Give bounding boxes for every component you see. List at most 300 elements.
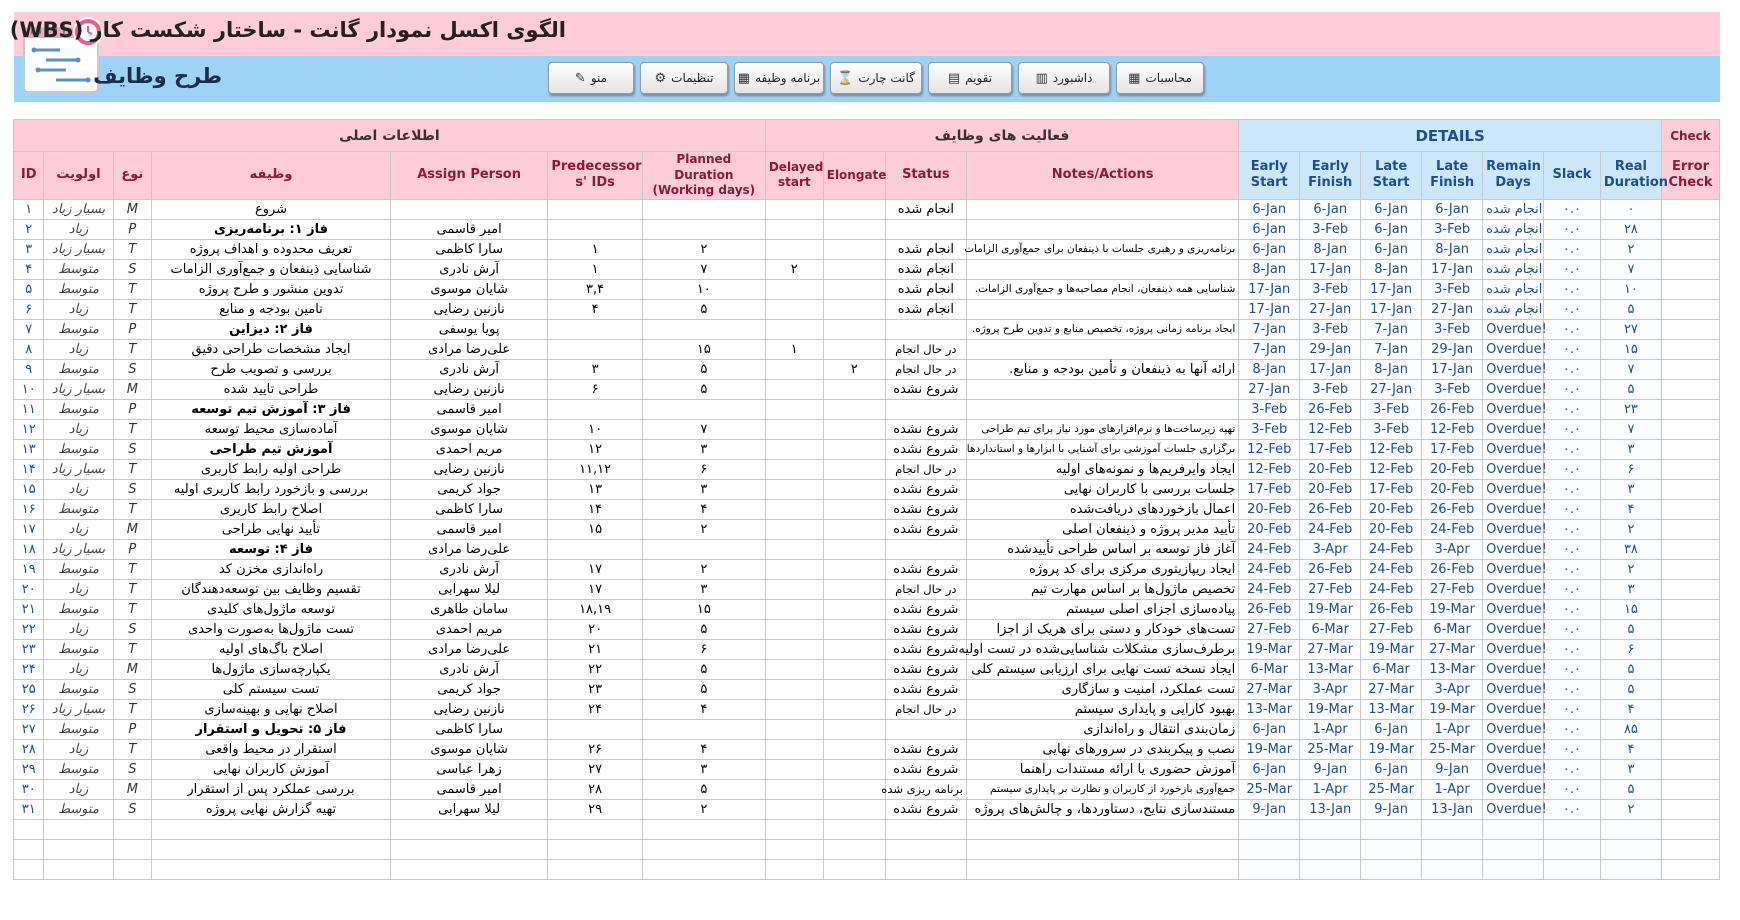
- cell-remain-days[interactable]: Overdue!: [1483, 519, 1544, 539]
- cell-remain-days[interactable]: Overdue!: [1483, 359, 1544, 379]
- cell-slack[interactable]: ۰.۰: [1544, 319, 1601, 339]
- cell-elongate[interactable]: [823, 759, 885, 779]
- cell-priority[interactable]: بسیار زیاد: [44, 379, 113, 399]
- cell-status[interactable]: [885, 219, 966, 239]
- cell-remain-days[interactable]: Overdue!: [1483, 379, 1544, 399]
- empty-cell[interactable]: [390, 839, 547, 859]
- cell-error-check[interactable]: [1661, 579, 1719, 599]
- table-row[interactable]: [14, 659, 1720, 679]
- cell-priority[interactable]: زیاد: [44, 339, 113, 359]
- cell-notes[interactable]: ایجاد نسخه تست نهایی برای ارزیابی سیستم کلی: [966, 659, 1238, 679]
- cell-duration[interactable]: [642, 219, 765, 239]
- cell-remain-days[interactable]: Overdue!: [1483, 719, 1544, 739]
- table-row[interactable]: [14, 579, 1720, 599]
- cell-id[interactable]: ۲۹: [14, 759, 44, 779]
- cell-task[interactable]: توسعه ماژول‌های کلیدی: [152, 599, 391, 619]
- cell-delayed[interactable]: [765, 479, 823, 499]
- empty-cell[interactable]: [44, 819, 113, 839]
- cell-real-duration[interactable]: ۷: [1600, 359, 1661, 379]
- empty-cell[interactable]: [1239, 839, 1300, 859]
- cell-late-finish[interactable]: 13-Jan: [1422, 799, 1483, 819]
- empty-cell[interactable]: [823, 839, 885, 859]
- cell-real-duration[interactable]: ۷: [1600, 419, 1661, 439]
- cell-predecessors[interactable]: ۱۲: [548, 439, 642, 459]
- cell-slack[interactable]: ۰.۰: [1544, 759, 1601, 779]
- cell-early-start[interactable]: 24-Feb: [1239, 539, 1300, 559]
- cell-slack[interactable]: ۰.۰: [1544, 299, 1601, 319]
- cell-duration[interactable]: ۱۵: [642, 599, 765, 619]
- cell-duration[interactable]: [642, 719, 765, 739]
- cell-type[interactable]: M: [113, 199, 152, 219]
- cell-delayed[interactable]: [765, 239, 823, 259]
- empty-cell[interactable]: [823, 859, 885, 879]
- empty-cell[interactable]: [1361, 819, 1422, 839]
- cell-delayed[interactable]: [765, 659, 823, 679]
- cell-status[interactable]: در حال انجام: [885, 579, 966, 599]
- cell-person[interactable]: مریم احمدی: [390, 439, 547, 459]
- cell-type[interactable]: S: [113, 479, 152, 499]
- empty-cell[interactable]: [152, 859, 391, 879]
- cell-real-duration[interactable]: ۲: [1600, 799, 1661, 819]
- cell-late-finish[interactable]: 3-Apr: [1422, 539, 1483, 559]
- cell-priority[interactable]: زیاد: [44, 419, 113, 439]
- cell-remain-days[interactable]: Overdue!: [1483, 739, 1544, 759]
- cell-notes[interactable]: [966, 219, 1238, 239]
- cell-id[interactable]: ۴: [14, 259, 44, 279]
- cell-error-check[interactable]: [1661, 379, 1719, 399]
- cell-person[interactable]: جواد کریمی: [390, 479, 547, 499]
- cell-duration[interactable]: ۵: [642, 379, 765, 399]
- empty-cell[interactable]: [548, 819, 642, 839]
- cell-delayed[interactable]: [765, 459, 823, 479]
- cell-task[interactable]: فاز ۵: تحویل و استقرار: [152, 719, 391, 739]
- cell-elongate[interactable]: [823, 439, 885, 459]
- table-row[interactable]: [14, 699, 1720, 719]
- empty-cell[interactable]: [14, 859, 44, 879]
- cell-slack[interactable]: ۰.۰: [1544, 359, 1601, 379]
- cell-duration[interactable]: ۵: [642, 299, 765, 319]
- cell-real-duration[interactable]: ۴: [1600, 499, 1661, 519]
- cell-early-start[interactable]: 24-Feb: [1239, 579, 1300, 599]
- cell-early-start[interactable]: 27-Feb: [1239, 619, 1300, 639]
- cell-notes[interactable]: جمع‌آوری بازخورد از کاربران و نظارت بر پایداری سیستم: [966, 779, 1238, 799]
- cell-duration[interactable]: ۶: [642, 459, 765, 479]
- cell-person[interactable]: نازنین رضایی: [390, 299, 547, 319]
- cell-elongate[interactable]: [823, 299, 885, 319]
- cell-id[interactable]: ۱۳: [14, 439, 44, 459]
- cell-slack[interactable]: ۰.۰: [1544, 199, 1601, 219]
- cell-slack[interactable]: ۰.۰: [1544, 419, 1601, 439]
- cell-early-start[interactable]: 17-Jan: [1239, 279, 1300, 299]
- cell-real-duration[interactable]: ۵: [1600, 299, 1661, 319]
- cell-late-finish[interactable]: 9-Jan: [1422, 759, 1483, 779]
- cell-late-start[interactable]: 27-Feb: [1361, 619, 1422, 639]
- cell-slack[interactable]: ۰.۰: [1544, 259, 1601, 279]
- cell-real-duration[interactable]: ۳: [1600, 579, 1661, 599]
- cell-person[interactable]: مریم احمدی: [390, 619, 547, 639]
- cell-late-finish[interactable]: 1-Apr: [1422, 719, 1483, 739]
- cell-delayed[interactable]: [765, 539, 823, 559]
- cell-early-finish[interactable]: 27-Jan: [1300, 299, 1361, 319]
- cell-error-check[interactable]: [1661, 419, 1719, 439]
- cell-priority[interactable]: متوسط: [44, 799, 113, 819]
- cell-task[interactable]: آموزش تیم طراحی: [152, 439, 391, 459]
- cell-type[interactable]: P: [113, 319, 152, 339]
- cell-id[interactable]: ۱۰: [14, 379, 44, 399]
- cell-status[interactable]: شروع نشده: [885, 659, 966, 679]
- empty-cell[interactable]: [765, 859, 823, 879]
- cell-task[interactable]: آموزش کاربران نهایی: [152, 759, 391, 779]
- cell-early-finish[interactable]: 13-Jan: [1300, 799, 1361, 819]
- cell-early-finish[interactable]: 3-Feb: [1300, 379, 1361, 399]
- cell-status[interactable]: [885, 399, 966, 419]
- cell-early-start[interactable]: 3-Feb: [1239, 399, 1300, 419]
- empty-cell[interactable]: [44, 839, 113, 859]
- cell-type[interactable]: S: [113, 619, 152, 639]
- cell-elongate[interactable]: [823, 719, 885, 739]
- cell-late-start[interactable]: 25-Mar: [1361, 779, 1422, 799]
- cell-late-finish[interactable]: 20-Feb: [1422, 459, 1483, 479]
- cell-late-finish[interactable]: 19-Mar: [1422, 699, 1483, 719]
- cell-duration[interactable]: ۳: [642, 579, 765, 599]
- cell-delayed[interactable]: [765, 699, 823, 719]
- empty-cell[interactable]: [44, 859, 113, 879]
- cell-late-finish[interactable]: 3-Feb: [1422, 319, 1483, 339]
- cell-late-finish[interactable]: 3-Feb: [1422, 379, 1483, 399]
- cell-elongate[interactable]: [823, 259, 885, 279]
- cell-late-start[interactable]: 24-Feb: [1361, 579, 1422, 599]
- cell-priority[interactable]: زیاد: [44, 579, 113, 599]
- cell-predecessors[interactable]: ۱۸,۱۹: [548, 599, 642, 619]
- cell-elongate[interactable]: [823, 739, 885, 759]
- table-row[interactable]: [14, 719, 1720, 739]
- empty-cell[interactable]: [1544, 819, 1601, 839]
- cell-status[interactable]: شروع نشده: [885, 599, 966, 619]
- table-row[interactable]: [14, 519, 1720, 539]
- cell-notes[interactable]: [966, 259, 1238, 279]
- cell-early-finish[interactable]: 6-Jan: [1300, 199, 1361, 219]
- cell-type[interactable]: M: [113, 659, 152, 679]
- cell-error-check[interactable]: [1661, 519, 1719, 539]
- cell-error-check[interactable]: [1661, 619, 1719, 639]
- cell-early-start[interactable]: 17-Jan: [1239, 299, 1300, 319]
- cell-real-duration[interactable]: ۲: [1600, 519, 1661, 539]
- cell-person[interactable]: امیر قاسمی: [390, 219, 547, 239]
- table-row[interactable]: [14, 739, 1720, 759]
- empty-cell[interactable]: [1300, 819, 1361, 839]
- cell-error-check[interactable]: [1661, 559, 1719, 579]
- cell-duration[interactable]: ۳: [642, 439, 765, 459]
- cell-late-finish[interactable]: 13-Mar: [1422, 659, 1483, 679]
- cell-id[interactable]: ۲۸: [14, 739, 44, 759]
- cell-remain-days[interactable]: Overdue!: [1483, 459, 1544, 479]
- cell-person[interactable]: سامان طاهری: [390, 599, 547, 619]
- cell-priority[interactable]: متوسط: [44, 279, 113, 299]
- empty-cell[interactable]: [113, 819, 152, 839]
- cell-notes[interactable]: [966, 339, 1238, 359]
- empty-row[interactable]: [14, 859, 1720, 879]
- cell-real-duration[interactable]: ۵: [1600, 619, 1661, 639]
- cell-duration[interactable]: [642, 319, 765, 339]
- cell-task[interactable]: فاز ۴: توسعه: [152, 539, 391, 559]
- cell-elongate[interactable]: [823, 199, 885, 219]
- gantt-chart-button[interactable]: ⌛ گانت چارت: [830, 62, 922, 94]
- cell-early-finish[interactable]: 20-Feb: [1300, 479, 1361, 499]
- cell-slack[interactable]: ۰.۰: [1544, 499, 1601, 519]
- cell-notes[interactable]: پیاده‌سازی اجزای اصلی سیستم: [966, 599, 1238, 619]
- cell-status[interactable]: انجام شده: [885, 299, 966, 319]
- cell-type[interactable]: T: [113, 499, 152, 519]
- cell-person[interactable]: سارا کاظمی: [390, 719, 547, 739]
- cell-early-start[interactable]: 9-Jan: [1239, 799, 1300, 819]
- cell-late-start[interactable]: 7-Jan: [1361, 339, 1422, 359]
- table-row[interactable]: [14, 279, 1720, 299]
- cell-delayed[interactable]: ۲: [765, 259, 823, 279]
- cell-error-check[interactable]: [1661, 299, 1719, 319]
- cell-error-check[interactable]: [1661, 639, 1719, 659]
- cell-duration[interactable]: ۴: [642, 499, 765, 519]
- cell-predecessors[interactable]: ۱۷: [548, 559, 642, 579]
- cell-error-check[interactable]: [1661, 799, 1719, 819]
- empty-cell[interactable]: [1239, 859, 1300, 879]
- cell-type[interactable]: P: [113, 399, 152, 419]
- cell-early-finish[interactable]: 3-Feb: [1300, 219, 1361, 239]
- cell-early-start[interactable]: 6-Jan: [1239, 719, 1300, 739]
- cell-early-start[interactable]: 17-Feb: [1239, 479, 1300, 499]
- cell-early-finish[interactable]: 20-Feb: [1300, 459, 1361, 479]
- cell-error-check[interactable]: [1661, 499, 1719, 519]
- cell-duration[interactable]: ۴: [642, 739, 765, 759]
- cell-slack[interactable]: ۰.۰: [1544, 519, 1601, 539]
- cell-priority[interactable]: متوسط: [44, 639, 113, 659]
- table-row[interactable]: [14, 599, 1720, 619]
- cell-predecessors[interactable]: ۲۰: [548, 619, 642, 639]
- cell-elongate[interactable]: [823, 579, 885, 599]
- cell-task[interactable]: شروع: [152, 199, 391, 219]
- cell-task[interactable]: تدوین منشور و طرح پروژه: [152, 279, 391, 299]
- cell-predecessors[interactable]: [548, 219, 642, 239]
- cell-elongate[interactable]: [823, 799, 885, 819]
- cell-elongate[interactable]: [823, 519, 885, 539]
- cell-predecessors[interactable]: ۱۵: [548, 519, 642, 539]
- cell-late-start[interactable]: 6-Jan: [1361, 239, 1422, 259]
- cell-delayed[interactable]: ۱: [765, 339, 823, 359]
- cell-type[interactable]: S: [113, 259, 152, 279]
- cell-status[interactable]: شروع نشده: [885, 519, 966, 539]
- cell-real-duration[interactable]: ۸۵: [1600, 719, 1661, 739]
- cell-id[interactable]: ۱۴: [14, 459, 44, 479]
- cell-late-finish[interactable]: 20-Feb: [1422, 479, 1483, 499]
- cell-elongate[interactable]: [823, 699, 885, 719]
- cell-priority[interactable]: متوسط: [44, 599, 113, 619]
- cell-priority[interactable]: زیاد: [44, 739, 113, 759]
- cell-priority[interactable]: زیاد: [44, 219, 113, 239]
- cell-person[interactable]: آرش نادری: [390, 659, 547, 679]
- cell-notes[interactable]: جلسات بررسی با کاربران نهایی: [966, 479, 1238, 499]
- cell-early-start[interactable]: 6-Mar: [1239, 659, 1300, 679]
- cell-late-finish[interactable]: 26-Feb: [1422, 399, 1483, 419]
- cell-error-check[interactable]: [1661, 599, 1719, 619]
- cell-error-check[interactable]: [1661, 439, 1719, 459]
- cell-predecessors[interactable]: ۲۸: [548, 779, 642, 799]
- cell-type[interactable]: P: [113, 219, 152, 239]
- cell-slack[interactable]: ۰.۰: [1544, 639, 1601, 659]
- cell-late-finish[interactable]: 1-Apr: [1422, 779, 1483, 799]
- cell-person[interactable]: امیر قاسمی: [390, 779, 547, 799]
- cell-late-start[interactable]: 20-Feb: [1361, 499, 1422, 519]
- cell-predecessors[interactable]: [548, 539, 642, 559]
- cell-predecessors[interactable]: ۴: [548, 299, 642, 319]
- table-row[interactable]: [14, 299, 1720, 319]
- cell-elongate[interactable]: [823, 479, 885, 499]
- cell-early-start[interactable]: 26-Feb: [1239, 599, 1300, 619]
- cell-delayed[interactable]: [765, 559, 823, 579]
- table-row[interactable]: [14, 379, 1720, 399]
- empty-cell[interactable]: [390, 859, 547, 879]
- cell-slack[interactable]: ۰.۰: [1544, 619, 1601, 639]
- cell-early-finish[interactable]: 26-Feb: [1300, 399, 1361, 419]
- cell-error-check[interactable]: [1661, 259, 1719, 279]
- cell-slack[interactable]: ۰.۰: [1544, 439, 1601, 459]
- cell-status[interactable]: شروع نشده: [885, 679, 966, 699]
- cell-remain-days[interactable]: انجام شده: [1483, 279, 1544, 299]
- empty-cell[interactable]: [1483, 859, 1544, 879]
- cell-person[interactable]: نازنین رضایی: [390, 379, 547, 399]
- cell-early-finish[interactable]: 9-Jan: [1300, 759, 1361, 779]
- cell-remain-days[interactable]: Overdue!: [1483, 619, 1544, 639]
- cell-task[interactable]: تأیید نهایی طراحی: [152, 519, 391, 539]
- cell-notes[interactable]: ایجاد وایرفریم‌ها و نمونه‌های اولیه: [966, 459, 1238, 479]
- cell-slack[interactable]: ۰.۰: [1544, 559, 1601, 579]
- empty-cell[interactable]: [642, 839, 765, 859]
- cell-real-duration[interactable]: ۵: [1600, 779, 1661, 799]
- cell-early-start[interactable]: 7-Jan: [1239, 339, 1300, 359]
- cell-priority[interactable]: متوسط: [44, 759, 113, 779]
- empty-cell[interactable]: [1661, 859, 1719, 879]
- cell-id[interactable]: ۲۳: [14, 639, 44, 659]
- cell-priority[interactable]: بسیار زیاد: [44, 199, 113, 219]
- cell-error-check[interactable]: [1661, 659, 1719, 679]
- cell-status[interactable]: شروع نشده: [885, 559, 966, 579]
- cell-type[interactable]: M: [113, 519, 152, 539]
- empty-cell[interactable]: [14, 839, 44, 859]
- cell-duration[interactable]: ۲: [642, 559, 765, 579]
- cell-early-start[interactable]: 12-Feb: [1239, 459, 1300, 479]
- cell-early-start[interactable]: 7-Jan: [1239, 319, 1300, 339]
- cell-late-finish[interactable]: 25-Mar: [1422, 739, 1483, 759]
- table-row[interactable]: [14, 319, 1720, 339]
- cell-remain-days[interactable]: Overdue!: [1483, 539, 1544, 559]
- cell-status[interactable]: انجام شده: [885, 199, 966, 219]
- cell-type[interactable]: M: [113, 379, 152, 399]
- cell-early-start[interactable]: 8-Jan: [1239, 259, 1300, 279]
- cell-person[interactable]: نازنین رضایی: [390, 699, 547, 719]
- cell-duration[interactable]: ۶: [642, 639, 765, 659]
- cell-slack[interactable]: ۰.۰: [1544, 659, 1601, 679]
- cell-notes[interactable]: برگزاری جلسات آموزشی برای آشنایی با ابزارها و استانداردها: [966, 439, 1238, 459]
- cell-predecessors[interactable]: [548, 719, 642, 739]
- cell-elongate[interactable]: [823, 559, 885, 579]
- cell-person[interactable]: لیلا سهرابی: [390, 799, 547, 819]
- cell-elongate[interactable]: [823, 319, 885, 339]
- cell-early-finish[interactable]: 8-Jan: [1300, 239, 1361, 259]
- cell-predecessors[interactable]: [548, 319, 642, 339]
- cell-delayed[interactable]: [765, 759, 823, 779]
- cell-early-finish[interactable]: 1-Apr: [1300, 719, 1361, 739]
- cell-error-check[interactable]: [1661, 679, 1719, 699]
- cell-delayed[interactable]: [765, 419, 823, 439]
- cell-remain-days[interactable]: انجام شده: [1483, 259, 1544, 279]
- empty-cell[interactable]: [152, 819, 391, 839]
- cell-error-check[interactable]: [1661, 319, 1719, 339]
- calculations-button[interactable]: ▦ محاسبات: [1116, 62, 1204, 94]
- cell-real-duration[interactable]: ۳: [1600, 439, 1661, 459]
- cell-elongate[interactable]: [823, 659, 885, 679]
- table-row[interactable]: [14, 199, 1720, 219]
- cell-elongate[interactable]: [823, 239, 885, 259]
- cell-late-start[interactable]: 24-Feb: [1361, 559, 1422, 579]
- cell-priority[interactable]: بسیار زیاد: [44, 699, 113, 719]
- cell-remain-days[interactable]: Overdue!: [1483, 759, 1544, 779]
- cell-remain-days[interactable]: Overdue!: [1483, 599, 1544, 619]
- cell-duration[interactable]: [642, 199, 765, 219]
- cell-type[interactable]: S: [113, 799, 152, 819]
- cell-early-finish[interactable]: 17-Jan: [1300, 359, 1361, 379]
- cell-person[interactable]: نازنین رضایی: [390, 459, 547, 479]
- cell-early-finish[interactable]: 17-Feb: [1300, 439, 1361, 459]
- cell-late-finish[interactable]: 6-Jan: [1422, 199, 1483, 219]
- cell-late-start[interactable]: 6-Jan: [1361, 199, 1422, 219]
- table-row[interactable]: [14, 259, 1720, 279]
- cell-type[interactable]: T: [113, 419, 152, 439]
- cell-slack[interactable]: ۰.۰: [1544, 479, 1601, 499]
- cell-id[interactable]: ۱۵: [14, 479, 44, 499]
- dashboard-button[interactable]: ▥ داشبورد: [1018, 62, 1110, 94]
- cell-status[interactable]: در حال انجام: [885, 359, 966, 379]
- cell-task[interactable]: بررسی و تصویب طرح: [152, 359, 391, 379]
- cell-status[interactable]: شروع نشده: [885, 619, 966, 639]
- cell-task[interactable]: استقرار در محیط واقعی: [152, 739, 391, 759]
- table-row[interactable]: [14, 459, 1720, 479]
- empty-cell[interactable]: [1422, 859, 1483, 879]
- cell-remain-days[interactable]: Overdue!: [1483, 439, 1544, 459]
- cell-elongate[interactable]: ۲: [823, 359, 885, 379]
- cell-real-duration[interactable]: ۲۸: [1600, 219, 1661, 239]
- cell-delayed[interactable]: [765, 799, 823, 819]
- cell-id[interactable]: ۲: [14, 219, 44, 239]
- cell-late-finish[interactable]: 27-Jan: [1422, 299, 1483, 319]
- empty-cell[interactable]: [885, 819, 966, 839]
- cell-error-check[interactable]: [1661, 199, 1719, 219]
- cell-slack[interactable]: ۰.۰: [1544, 679, 1601, 699]
- cell-priority[interactable]: بسیار زیاد: [44, 539, 113, 559]
- cell-task[interactable]: تهیه گزارش نهایی پروژه: [152, 799, 391, 819]
- table-row[interactable]: [14, 339, 1720, 359]
- cell-person[interactable]: امیر قاسمی: [390, 519, 547, 539]
- cell-notes[interactable]: ایجاد برنامه زمانی پروژه، تخصیص منابع و تدوین طرح پروژه.: [966, 319, 1238, 339]
- empty-cell[interactable]: [390, 819, 547, 839]
- cell-elongate[interactable]: [823, 399, 885, 419]
- cell-notes[interactable]: ارائه آنها به ذینفعان و تأمین بودجه و منابع.: [966, 359, 1238, 379]
- cell-delayed[interactable]: [765, 619, 823, 639]
- cell-early-finish[interactable]: 29-Jan: [1300, 339, 1361, 359]
- cell-predecessors[interactable]: [548, 199, 642, 219]
- cell-person[interactable]: سارا کاظمی: [390, 499, 547, 519]
- cell-priority[interactable]: زیاد: [44, 779, 113, 799]
- table-row[interactable]: [14, 479, 1720, 499]
- cell-delayed[interactable]: [765, 199, 823, 219]
- cell-slack[interactable]: ۰.۰: [1544, 459, 1601, 479]
